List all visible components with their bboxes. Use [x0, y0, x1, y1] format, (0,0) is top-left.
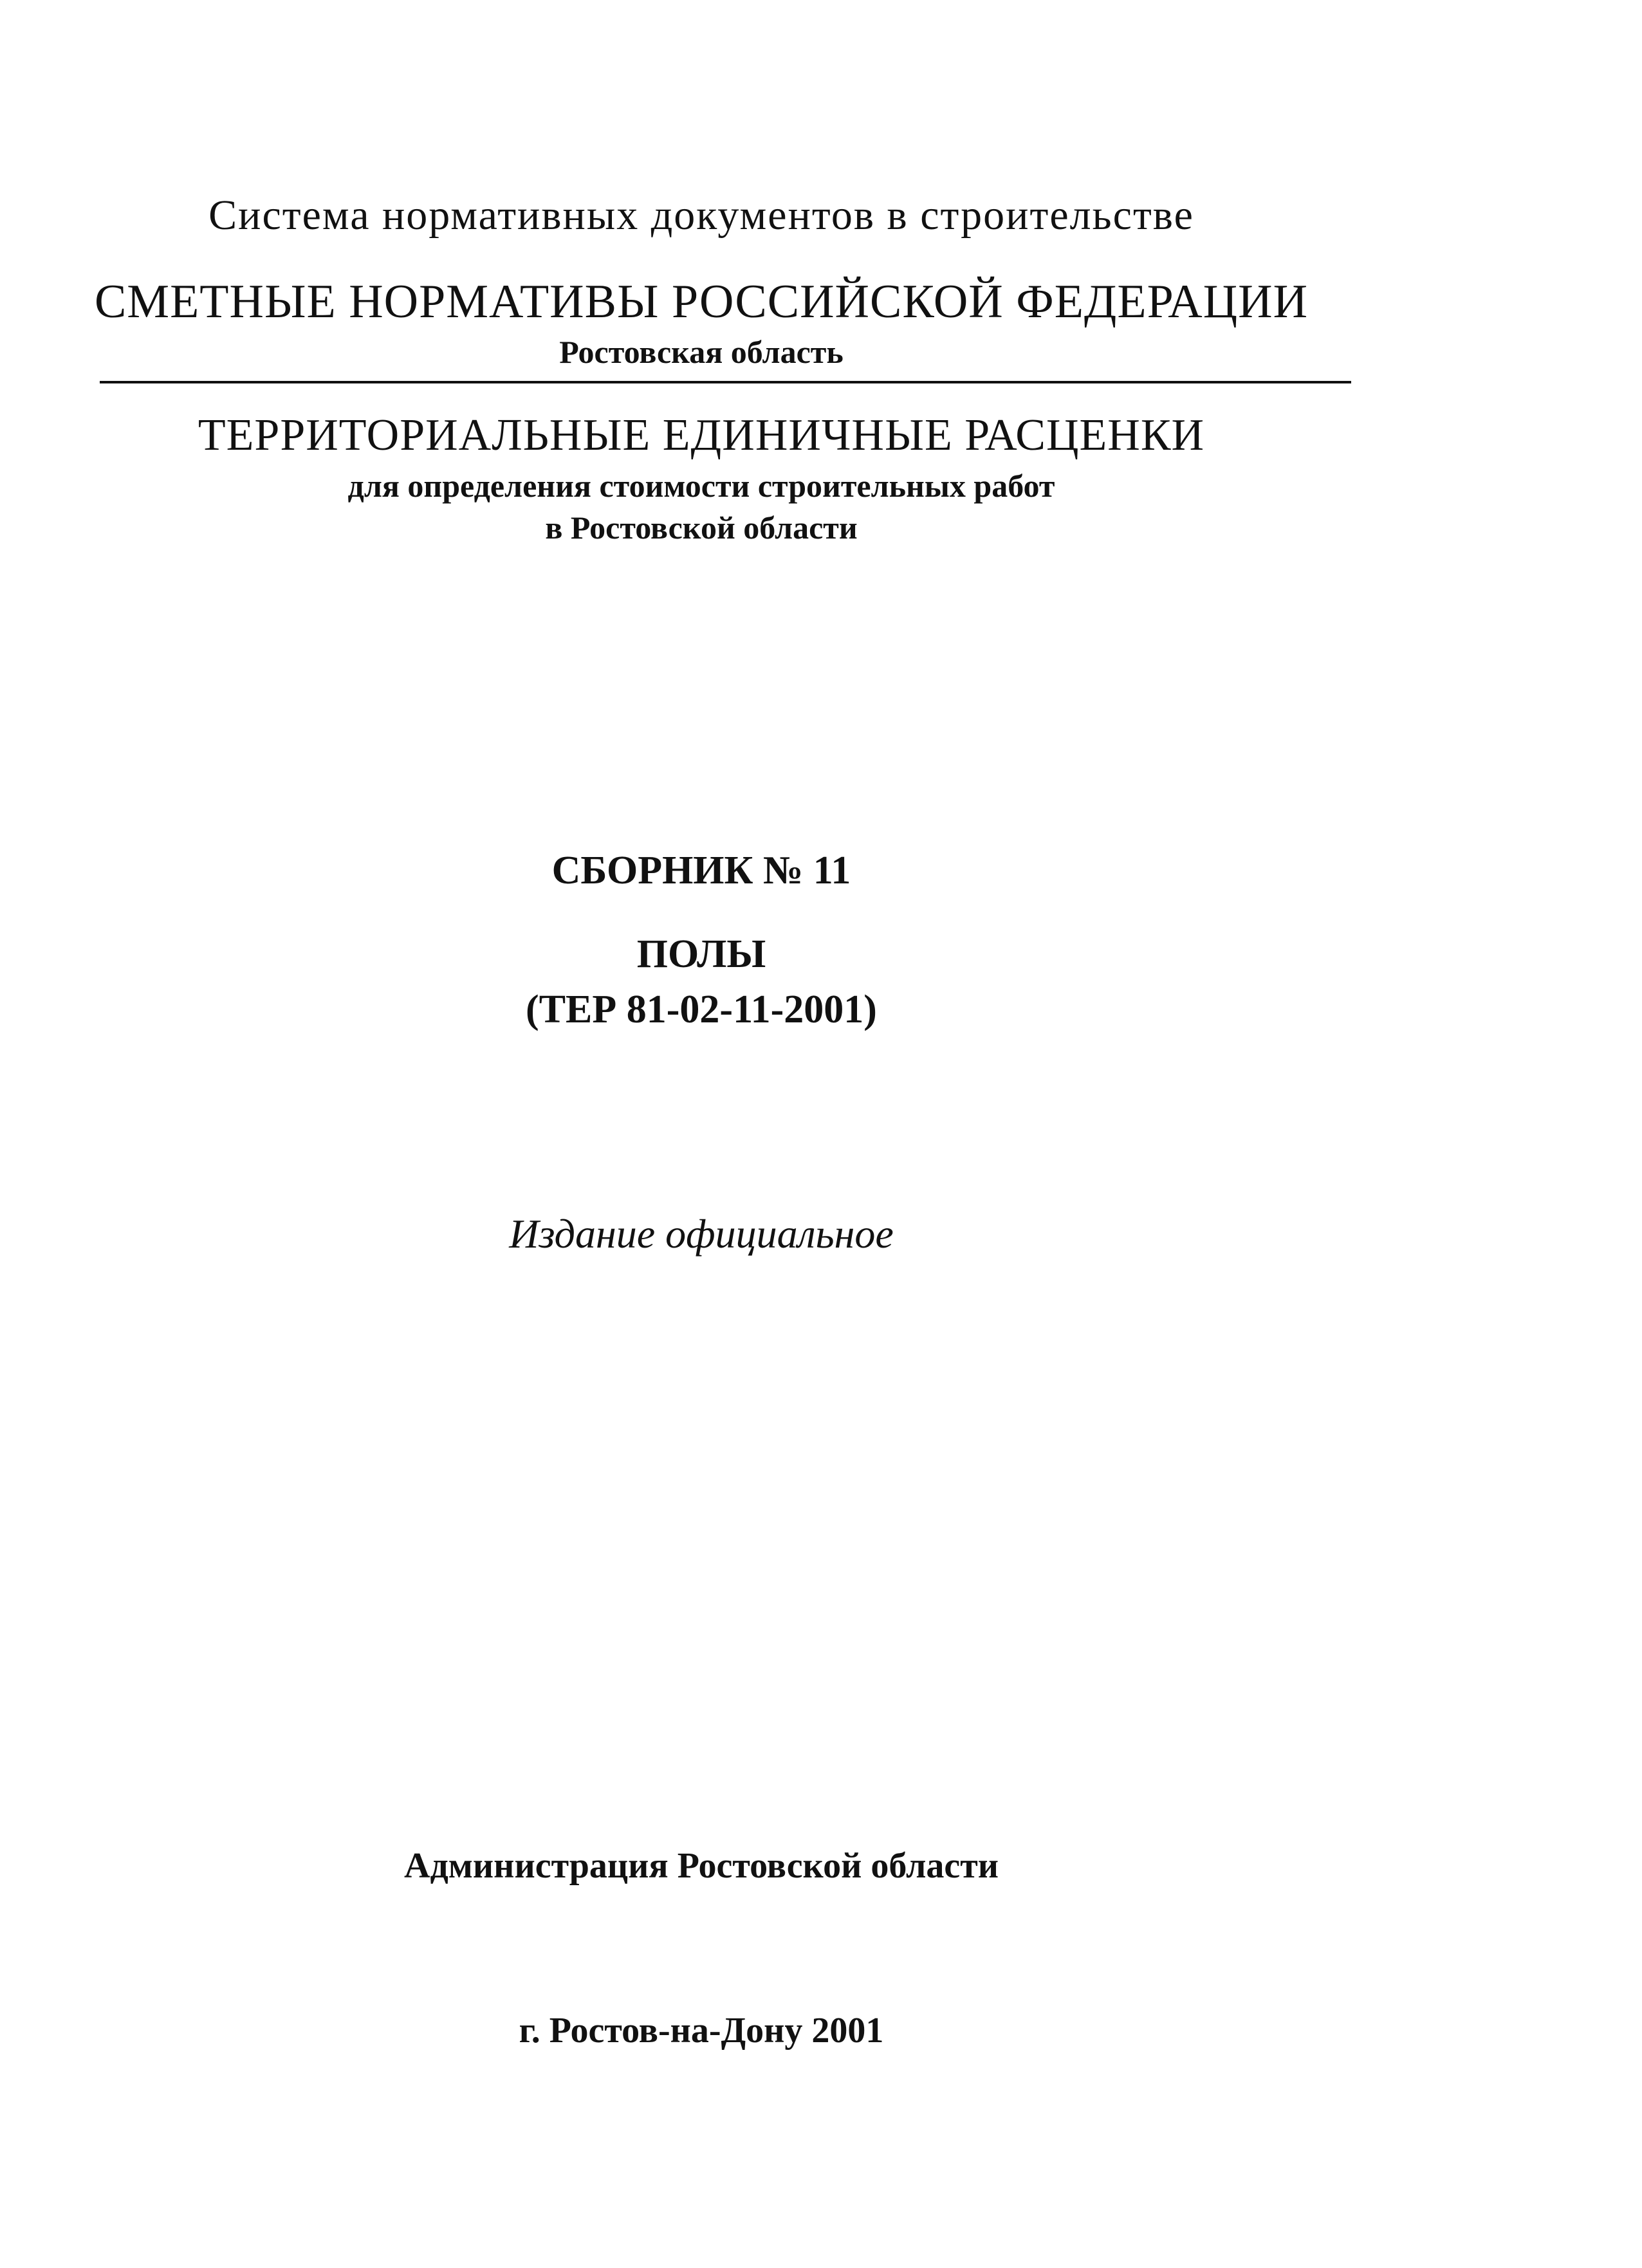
system-heading: Система нормативных документов в строительстве: [208, 192, 1194, 239]
collection-code: (ТЕР 81-02-11-2001): [526, 988, 877, 1031]
place-year-label: г. Ростов-на-Дону 2001: [519, 2011, 884, 2051]
edition-label: Издание официальное: [509, 1211, 894, 1257]
document-subtitle-line-1: для определения стоимости строительных работ: [347, 468, 1055, 504]
collection-name: ПОЛЫ: [636, 932, 766, 976]
region-label: Ростовская область: [559, 334, 844, 370]
document-subtitle-line-2: в Ростовской области: [545, 510, 858, 546]
collection-number: СБОРНИК № 11: [551, 849, 851, 892]
norms-heading: СМЕТНЫЕ НОРМАТИВЫ РОССИЙСКОЙ ФЕДЕРАЦИИ: [94, 275, 1309, 328]
publisher-label: Администрация Ростовской области: [404, 1846, 999, 1886]
document-title: ТЕРРИТОРИАЛЬНЫЕ ЕДИНИЧНЫЕ РАСЦЕНКИ: [198, 410, 1205, 460]
horizontal-divider: [100, 381, 1351, 383]
